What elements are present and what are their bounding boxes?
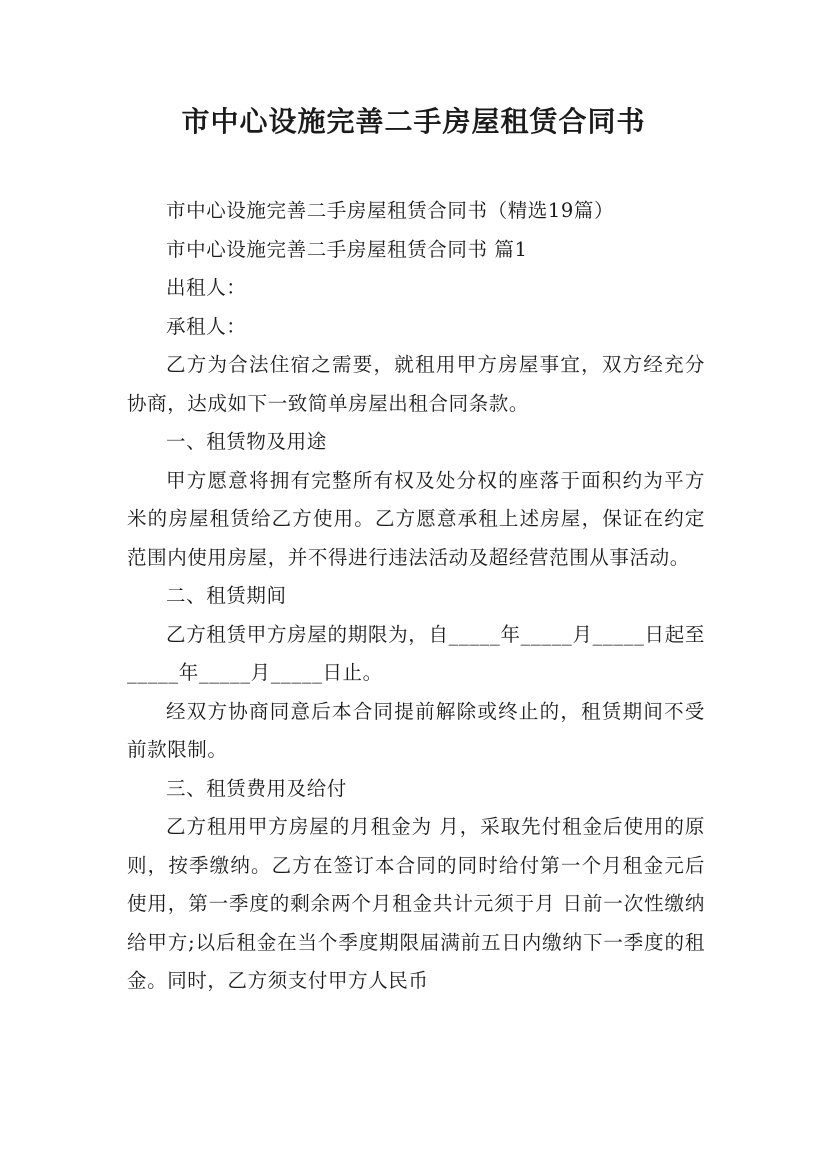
paragraph-lease-term: 乙方租赁甲方房屋的期限为，自_____年_____月_____日起至_____年_____月_____日止。 [127, 622, 705, 684]
paragraph-intro: 乙方为合法住宿之需要，就租用甲方房屋事宜，双方经充分协商，达成如下一致简单房屋出租合同条款。 [127, 353, 705, 415]
paragraph-lease-termination: 经双方协商同意后本合同提前解除或终止的，租赁期间不受前款限制。 [127, 699, 705, 761]
document-body [127, 192, 705, 1001]
heading-clause-3: 三、租赁费用及给付 [166, 776, 347, 800]
heading-clause-2: 二、租赁期间 [166, 584, 287, 607]
paragraph-subtitle: 市中心设施完善二手房屋租赁合同书（精选19篇） [166, 199, 615, 222]
paragraph-section-heading: 市中心设施完善二手房屋租赁合同书 篇1 [166, 237, 528, 261]
paragraph-lessor: 出租人： [166, 276, 247, 299]
heading-clause-1: 一、租赁物及用途 [166, 430, 327, 453]
paragraph-lessee: 承租人： [166, 314, 247, 338]
paragraph-clause-1: 甲方愿意将拥有完整所有权及处分权的座落于面积约为平方米的房屋租赁给乙方使用。乙方愿意承租上述房屋，保证在约定范围内使用房屋，并不得进行违法活动及超经营范围从事活动。 [127, 468, 705, 569]
paragraph-rent-payment: 乙方租用甲方房屋的月租金为 月，采取先付租金后使用的原则，按季缴纳。乙方在签订本合同的同时给付第一个月租金元后使用，第一季度的剩余两个月租金共计元须于月 日前一次性缴纳给甲方;以后租金在当个季度期限届满前五日内缴纳下一季度的租金。同时，乙方须支付甲方人民币 [127, 815, 705, 992]
document-title: 市中心设施完善二手房屋租赁合同书 [181, 105, 646, 138]
